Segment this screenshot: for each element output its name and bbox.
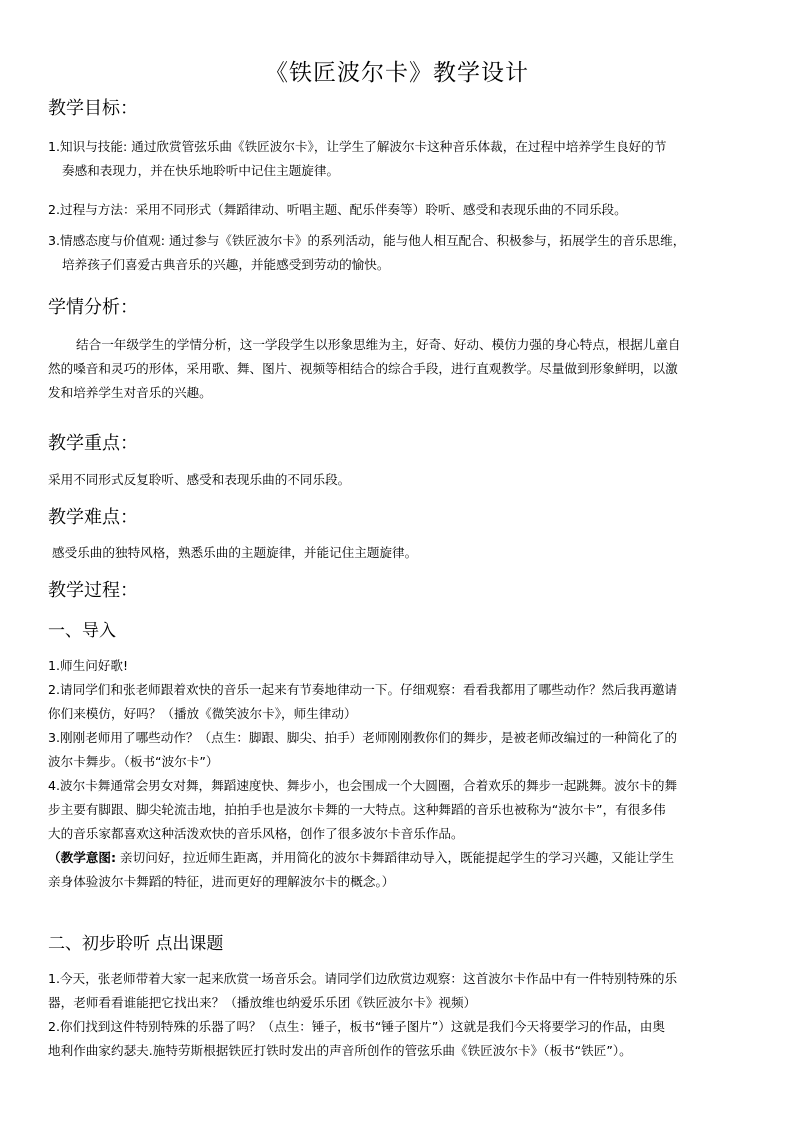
section2-body [48,967,748,1063]
goal-2-line1: 2.过程与方法：采用不同形式（舞蹈律动、听唱主题、配乐伴奏等）聆听、感受和表现乐曲的不同乐段。 [48,202,627,217]
teaching-intent-text: 亲切问好，拉近师生距离，并用简化的波尔卡舞蹈律动导入，既能提起学生的学习兴趣，又能让学生 [116,850,675,865]
teaching-intent-line2: 亲身体验波尔卡舞蹈的特征，进而更好的理解波尔卡的概念。） [48,874,395,889]
goal-1-line1: 1.知识与技能: 通过欣赏管弦乐曲《铁匠波尔卡》，让学生了解波尔卡这种音乐体裁，在过程中培养学生良好的节 [48,139,667,154]
section1-line5: 波尔卡舞步。（板书“波尔卡”） [48,754,219,769]
section1-line1: 1.师生问好歌! [48,658,129,673]
teaching-intent-line1 [48,846,748,870]
goal-3-line2: 培养孩子们喜爱古典音乐的兴趣，并能感受到劳动的愉快。 [62,257,390,272]
goal-item-2 [48,198,748,222]
goal-item-1 [48,135,748,183]
goal-item-3 [48,229,748,277]
analysis-line3: 发和培养学生对音乐的兴趣。 [48,385,212,400]
section2-line1: 1.今天，张老师带着大家一起来欣赏一场音乐会。请同学们边欣赏边观察：这首波尔卡作品中有一件特别特殊的乐 [48,971,678,986]
section1-heading: 一、导入 [48,621,116,641]
difficulty-heading: 教学难点： [48,507,138,528]
goal-1-line2: 奏感和表现力，并在快乐地聆听中记住主题旋律。 [62,163,340,178]
section1-line4: 3.刚刚老师用了哪些动作？（点生：脚跟、脚尖、拍手）老师刚刚教你们的舞步，是被老师改编过的一种简化了的 [48,730,678,745]
document-title: 《铁匠波尔卡》教学设计 [265,60,529,86]
goal-3-line1: 3.情感态度与价值观: 通过参与《铁匠波尔卡》的系列活动，能与他人相互配合、积极参与，拓展学生的音乐思维， [48,233,686,248]
section1-line2: 2.请同学们和张老师跟着欢快的音乐一起来有节奏地律动一下。仔细观察：看看我都用了哪些动作？然后我再邀请 [48,682,678,697]
analysis-line1: 结合一年级学生的学情分析，这一学段学生以形象思维为主，好奇、好动、模仿力强的身心特点，根据儿童自 [76,337,681,352]
section1-line6: 4.波尔卡舞通常会男女对舞，舞蹈速度快、舞步小，也会围成一个大圆圈，合着欢乐的舞步一起跳舞。波尔卡的舞 [48,778,678,793]
section1-line3: 你们来模仿，好吗？（播放《微笑波尔卡》，师生律动） [48,706,357,721]
section1-line8: 大的音乐家都喜欢这种活泼欢快的音乐风格，创作了很多波尔卡音乐作品。 [48,826,464,841]
section2-heading: 二、初步聆听 点出课题 [48,934,224,954]
section1-line7: 步主要有脚跟、脚尖轮流击地，拍拍手也是波尔卡舞的一大特点。这种舞蹈的音乐也被称为“波尔卡”，有很多伟 [48,802,666,817]
focus-text: 采用不同形式反复聆听、感受和表现乐曲的不同乐段。 [48,472,351,487]
section2-line3: 2.你们找到这件特别特殊的乐器了吗？（点生：锤子，板书“锤子图片”）这就是我们今天将要学习的作品，由奥 [48,1019,665,1034]
analysis-heading: 学情分析： [48,297,138,318]
analysis-paragraph [48,333,748,405]
section2-line2: 器，老师看看谁能把它找出来？（播放维也纳爱乐乐团《铁匠波尔卡》视频） [48,995,477,1010]
goals-heading: 教学目标： [48,98,138,119]
section2-line4: 地利作曲家约瑟夫.施特劳斯根据铁匠打铁时发出的声音所创作的管弦乐曲《铁匠波尔卡》（板书“铁匠”）。 [48,1043,632,1058]
section1-body [48,654,748,894]
teaching-intent-label: （教学意图: [48,850,117,865]
focus-heading: 教学重点： [48,433,138,454]
difficulty-text: 感受乐曲的独特风格，熟悉乐曲的主题旋律，并能记住主题旋律。 [52,545,418,560]
process-heading: 教学过程： [48,580,138,601]
analysis-line2: 然的嗓音和灵巧的形体，采用歌、舞、图片、视频等相结合的综合手段，进行直观教学。尽量做到形象鲜明，以激 [48,361,678,376]
